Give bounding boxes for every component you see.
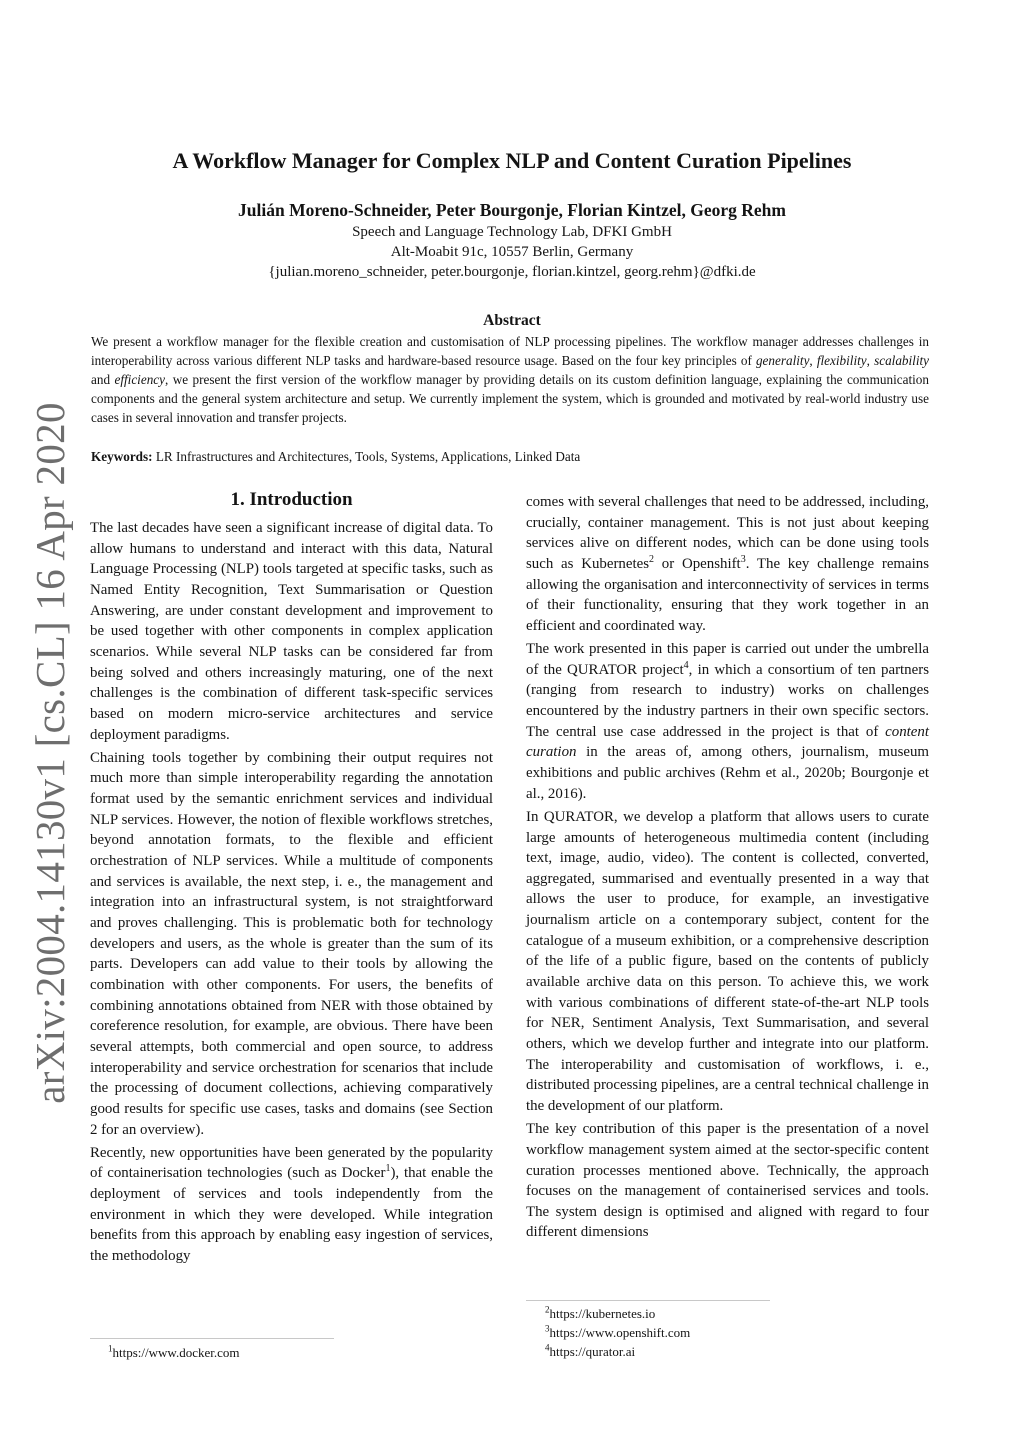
footnote-1: $^1$https://www.docker.com	[108, 1343, 240, 1360]
affiliation-address: Alt-Moabit 91c, 10557 Berlin, Germany	[390, 244, 634, 260]
right-column	[526, 492, 929, 1246]
footnote-divider-right	[526, 1300, 770, 1301]
footnote-ref-1[interactable]: 1	[385, 1163, 391, 1175]
footnote-ref-3[interactable]: 3	[740, 554, 746, 565]
term-flexibility: flexibility	[816, 353, 867, 368]
section-heading-introduction: 1. Introduction	[230, 489, 353, 510]
arxiv-identifier: arXiv:2004.14130v1 [cs.CL] 16 Apr 2020	[27, 401, 73, 1104]
footnote-divider-left	[90, 1338, 334, 1339]
term-efficiency: efficiency	[114, 372, 165, 387]
term-scalability: scalability	[874, 353, 930, 368]
arxiv-sidebar-stamp	[25, 401, 75, 1104]
footnote-2-url[interactable]: https://kubernetes.io	[549, 1306, 656, 1321]
abstract-heading: Abstract	[483, 312, 541, 329]
intro-paragraph-4: comes with several challenges that need to be addressed, including, crucially, container management. This is not just about keeping services alive on different nodes, which can be done using tools such as Kubernetes$^2$ or Openshift$^3$. The key challenge remains allowing the organisation and interconnectivity of services in terms of their functionality, ensuring that they work together in an efficient and coordinated way.	[526, 494, 930, 634]
author-list: Julián Moreno-Schneider, Peter Bourgonje, Florian Kintzel, Georg Rehm	[238, 200, 786, 220]
intro-paragraph-2: Chaining tools together by combining their output requires not much more than simple interoperability regarding the annotation format used by the semantic enrichment services and individual NLP services. However, the notion of flexible workflows stretches, beyond annotation formats, to the flexible and efficient orchestration of NLP services. While a multitude of components and services is available, the next step, i. e., the management and integration into an infrastructural system, is not straightforward and proves challenging. This is problematic both for technology developers and users, as the whole is greater than the sum of its parts. Developers can add value to their tools by allowing the combination with other components. For users, the benefits of combining annotations obtained from NER with those obtained by coreference resolution, for example, are obvious. There have been several attempts, both commercial and open source, to address interoperability and service orchestration for scenarios that include the processing of document collections, achieving comparatively good results for specific use cases, tasks and domains (see Section 2 for an overview).	[90, 749, 493, 1138]
term-generality: generality	[755, 353, 810, 368]
term-content-curation: content curation	[526, 723, 929, 761]
intro-paragraph-3: Recently, new opportunities have been generated by the popularity of containerisation technologies (such as Docker$^1$), that enable the deployment of services and tools independently from the environment in which they were developed. While integration benefits from this approach by enabling easy ingestion of services, the methodology	[90, 1144, 494, 1264]
keywords-text: LR Infrastructures and Architectures, Tools, Systems, Applications, Linked Data	[152, 449, 581, 464]
footnote-ref-2[interactable]: 2	[649, 554, 655, 565]
affiliation-emails: {julian.moreno_schneider, peter.bourgonje, florian.kintzel, georg.rehm}@dfki.de	[268, 264, 756, 280]
intro-paragraph-7: The key contribution of this paper is the presentation of a novel workflow management system aimed at the sector-specific content curation processes mentioned above. Technically, the approach focuses on the management of containerised services and tools. The system design is optimised and aligned with regard to four different dimensions	[526, 1121, 929, 1241]
intro-paragraph-6: In QURATOR, we develop a platform that allows users to curate large amounts of heterogeneous multimedia content (including text, image, audio, video). The content is collected, converted, aggregated, summarised and eventually presented in a way that allows the user to produce, for example, an investigative journalism article on a contemporary subject, content for the catalogue of a museum exhibition, or a comprehensive description of the life of a public figure, based on the contents of publicly available archive data on this person. To achieve this, we work with various combinations of different state-of-the-art NLP tools for NER, Sentiment Analysis, Text Summarisation, and several others, which we develop further and integrate into our platform. The interoperability and customisation of workflows, i. e., distributed processing pipelines, are a central technical challenge in the development of our platform.	[526, 808, 929, 1115]
footnote-3: $^3$https://www.openshift.com	[545, 1323, 691, 1340]
keywords-label: Keywords:	[91, 449, 153, 464]
footnote-1-url[interactable]: https://www.docker.com	[112, 1345, 240, 1360]
intro-paragraph-5: The work presented in this paper is carried out under the umbrella of the QURATOR project$^4$, in which a consortium of ten partners (ranging from research to industry) works on challenges encountered by the industry partners in their own specific sectors. The central use case addressed in the project is that of content curation in the areas of, among others, journalism, museum exhibitions and public archives (Rehm et al., 2020b; Bourgonje et al., 2016).	[526, 641, 929, 802]
footnote-3-url[interactable]: https://www.openshift.com	[549, 1325, 691, 1340]
keywords-line	[91, 447, 929, 466]
affiliation-lab: Speech and Language Technology Lab, DFKI GmbH	[352, 224, 672, 240]
footnote-4-url[interactable]: https://qurator.ai	[549, 1344, 636, 1359]
footnote-4: $^4$https://qurator.ai	[545, 1342, 636, 1359]
footnote-ref-4[interactable]: 4	[683, 659, 689, 671]
footnote-2: $^2$https://kubernetes.io	[545, 1304, 656, 1321]
left-column	[90, 487, 493, 1269]
paper-title: A Workflow Manager for Complex NLP and Content Curation Pipelines	[172, 148, 852, 173]
intro-paragraph-1: The last decades have seen a significant increase of digital data. To allow humans to understand and interact with this data, Natural Language Processing (NLP) tools targeted at specific tasks, such as Named Entity Recognition, Text Summarisation or Question Answering, are under constant development and improvement to be used together with other components in complex application scenarios. While several NLP tasks can be considered far from being solved and others increasingly maturing, one of the next challenges is the combination of different task-specific services based on modern micro-service architectures and service deployment paradigms.	[90, 520, 493, 743]
abstract-text: We present a workflow manager for the flexible creation and customisation of NLP processing pipelines. The workflow manager addresses challenges in interoperability across various different NLP tasks and hardware-based resource usage. Based on the four key principles of generality, flexibility, scalability and efficiency, we present the first version of the workflow manager by providing details on its custom definition language, explaining the communication components and the general system architecture and setup. We currently implement the system, which is grounded and motivated by real-world industry use cases in several innovation and transfer projects.	[91, 334, 930, 425]
